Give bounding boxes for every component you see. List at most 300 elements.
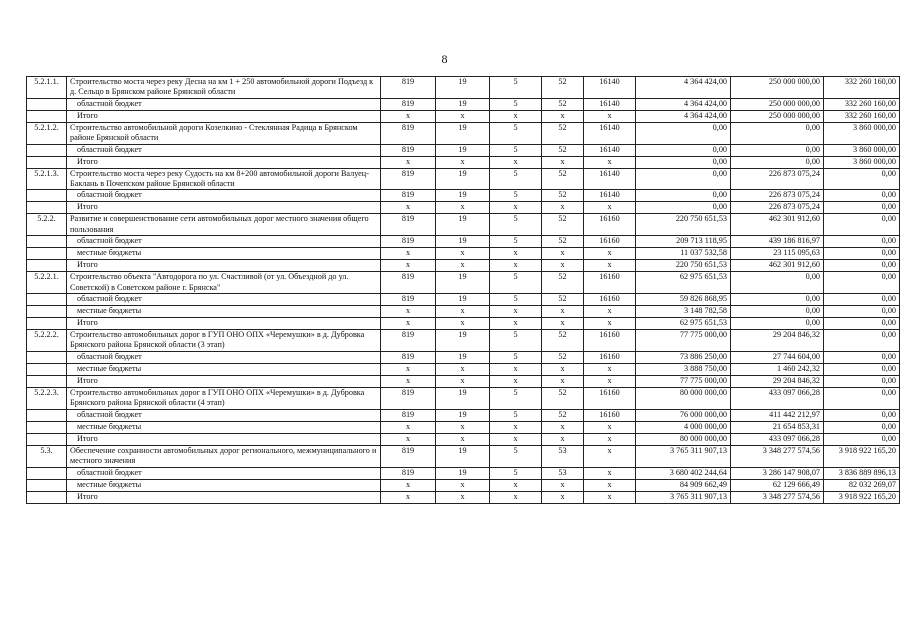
- amount-year-3: 0,00: [824, 248, 900, 260]
- code-admin: 819: [381, 77, 436, 99]
- row-number: [27, 98, 67, 110]
- code-admin: x: [381, 318, 436, 330]
- table-row: [27, 156, 900, 168]
- code-item: x: [584, 467, 636, 479]
- row-number: [27, 306, 67, 318]
- code-subsection: x: [490, 479, 542, 491]
- code-program: x: [542, 433, 584, 445]
- amount-year-1: 209 713 118,95: [636, 236, 731, 248]
- amount-year-2: 29 204 846,32: [731, 330, 824, 352]
- row-description: Итого: [67, 375, 381, 387]
- code-section: x: [436, 248, 490, 260]
- amount-year-2: 3 348 277 574,56: [731, 445, 824, 467]
- table-row: [27, 168, 900, 190]
- row-description: областной бюджет: [67, 190, 381, 202]
- code-subsection: x: [490, 248, 542, 260]
- amount-year-2: 0,00: [731, 144, 824, 156]
- row-description: Итого: [67, 202, 381, 214]
- code-admin: x: [381, 260, 436, 272]
- row-description: областной бюджет: [67, 144, 381, 156]
- code-admin: x: [381, 479, 436, 491]
- code-subsection: 5: [490, 122, 542, 144]
- code-program: x: [542, 202, 584, 214]
- code-item: x: [584, 306, 636, 318]
- code-admin: 819: [381, 214, 436, 236]
- table-row: [27, 330, 900, 352]
- code-program: 52: [542, 190, 584, 202]
- row-number: [27, 318, 67, 330]
- code-item: 16160: [584, 214, 636, 236]
- amount-year-3: 82 032 269,07: [824, 479, 900, 491]
- table-row: [27, 214, 900, 236]
- code-program: x: [542, 110, 584, 122]
- amount-year-1: 0,00: [636, 168, 731, 190]
- amount-year-1: 4 364 424,00: [636, 77, 731, 99]
- row-number: [27, 202, 67, 214]
- amount-year-3: 0,00: [824, 409, 900, 421]
- code-item: x: [584, 260, 636, 272]
- code-program: 52: [542, 98, 584, 110]
- amount-year-2: 250 000 000,00: [731, 98, 824, 110]
- code-item: x: [584, 421, 636, 433]
- amount-year-2: 0,00: [731, 306, 824, 318]
- code-section: 19: [436, 144, 490, 156]
- code-program: 52: [542, 272, 584, 294]
- amount-year-3: 332 260 160,00: [824, 98, 900, 110]
- amount-year-3: 0,00: [824, 236, 900, 248]
- amount-year-2: 250 000 000,00: [731, 110, 824, 122]
- code-admin: x: [381, 491, 436, 503]
- amount-year-2: 23 115 095,63: [731, 248, 824, 260]
- table-row: [27, 363, 900, 375]
- code-section: 19: [436, 190, 490, 202]
- code-program: x: [542, 248, 584, 260]
- row-description: Итого: [67, 110, 381, 122]
- code-item: x: [584, 248, 636, 260]
- amount-year-2: 411 442 212,97: [731, 409, 824, 421]
- code-admin: 819: [381, 144, 436, 156]
- code-section: 19: [436, 272, 490, 294]
- amount-year-3: 0,00: [824, 168, 900, 190]
- row-description: областной бюджет: [67, 294, 381, 306]
- row-number: 5.2.2.1.: [27, 272, 67, 294]
- code-subsection: 5: [490, 98, 542, 110]
- row-number: 5.2.1.3.: [27, 168, 67, 190]
- code-item: x: [584, 363, 636, 375]
- amount-year-3: 0,00: [824, 272, 900, 294]
- row-number: [27, 236, 67, 248]
- code-section: 19: [436, 351, 490, 363]
- row-number: 5.2.2.: [27, 214, 67, 236]
- code-program: x: [542, 421, 584, 433]
- table-row: [27, 77, 900, 99]
- amount-year-2: 0,00: [731, 272, 824, 294]
- code-admin: x: [381, 375, 436, 387]
- code-item: x: [584, 318, 636, 330]
- amount-year-2: 62 129 666,49: [731, 479, 824, 491]
- row-number: [27, 248, 67, 260]
- row-number: [27, 351, 67, 363]
- amount-year-2: 0,00: [731, 122, 824, 144]
- code-subsection: 5: [490, 272, 542, 294]
- row-description: Итого: [67, 318, 381, 330]
- amount-year-1: 220 750 651,53: [636, 260, 731, 272]
- code-subsection: x: [490, 375, 542, 387]
- code-item: 16160: [584, 294, 636, 306]
- amount-year-1: 3 765 311 907,13: [636, 445, 731, 467]
- table-row: [27, 248, 900, 260]
- code-admin: 819: [381, 272, 436, 294]
- code-subsection: 5: [490, 294, 542, 306]
- table-row: [27, 433, 900, 445]
- row-description: Строительство моста через реку Судость на км 8+200 автомобильной дороги Валуец-Баклань в Почепском районе Брянской области: [67, 168, 381, 190]
- code-subsection: 5: [490, 351, 542, 363]
- table-row: [27, 445, 900, 467]
- code-admin: x: [381, 248, 436, 260]
- amount-year-2: 250 000 000,00: [731, 77, 824, 99]
- code-subsection: x: [490, 433, 542, 445]
- code-admin: 819: [381, 98, 436, 110]
- code-item: 16140: [584, 122, 636, 144]
- code-program: 52: [542, 236, 584, 248]
- row-description: Строительство объекта "Автодорога по ул. Счастливой (от ул. Объездной до ул. Советской) в Советском районе г. Брянска": [67, 272, 381, 294]
- row-description: областной бюджет: [67, 98, 381, 110]
- amount-year-3: 3 860 000,00: [824, 122, 900, 144]
- table-row: [27, 421, 900, 433]
- code-program: x: [542, 491, 584, 503]
- code-subsection: 5: [490, 144, 542, 156]
- amount-year-2: 462 301 912,60: [731, 214, 824, 236]
- code-item: x: [584, 202, 636, 214]
- row-number: [27, 409, 67, 421]
- table-row: [27, 351, 900, 363]
- code-subsection: x: [490, 202, 542, 214]
- amount-year-2: 3 348 277 574,56: [731, 491, 824, 503]
- code-item: 16160: [584, 236, 636, 248]
- amount-year-2: 226 873 075,24: [731, 202, 824, 214]
- table-row: [27, 260, 900, 272]
- amount-year-3: 0,00: [824, 318, 900, 330]
- row-number: [27, 479, 67, 491]
- code-subsection: 5: [490, 445, 542, 467]
- amount-year-3: 332 260 160,00: [824, 77, 900, 99]
- table-row: [27, 294, 900, 306]
- amount-year-2: 433 097 066,28: [731, 387, 824, 409]
- table-row: [27, 467, 900, 479]
- amount-year-3: 0,00: [824, 214, 900, 236]
- code-section: 19: [436, 330, 490, 352]
- code-item: 16160: [584, 387, 636, 409]
- row-description: областной бюджет: [67, 409, 381, 421]
- row-description: областной бюджет: [67, 351, 381, 363]
- code-admin: 819: [381, 387, 436, 409]
- row-number: 5.2.2.2.: [27, 330, 67, 352]
- code-admin: 819: [381, 409, 436, 421]
- code-section: 19: [436, 387, 490, 409]
- code-program: 52: [542, 77, 584, 99]
- amount-year-1: 3 148 782,58: [636, 306, 731, 318]
- row-number: [27, 433, 67, 445]
- row-number: [27, 375, 67, 387]
- code-admin: 819: [381, 330, 436, 352]
- code-program: 52: [542, 294, 584, 306]
- amount-year-3: 0,00: [824, 375, 900, 387]
- code-item: 16140: [584, 144, 636, 156]
- code-admin: 819: [381, 122, 436, 144]
- code-section: 19: [436, 122, 490, 144]
- code-item: 16140: [584, 168, 636, 190]
- amount-year-2: 0,00: [731, 294, 824, 306]
- amount-year-1: 4 364 424,00: [636, 98, 731, 110]
- row-description: Строительство моста через реку Десна на км 1 + 250 автомобильной дороги Подъезд к д. Сельцо в Брянском районе Брянской области: [67, 77, 381, 99]
- code-section: 19: [436, 445, 490, 467]
- row-number: [27, 190, 67, 202]
- row-number: [27, 110, 67, 122]
- amount-year-1: 62 975 651,53: [636, 272, 731, 294]
- code-admin: x: [381, 363, 436, 375]
- code-section: x: [436, 156, 490, 168]
- row-number: 5.2.1.1.: [27, 77, 67, 99]
- row-number: 5.2.1.2.: [27, 122, 67, 144]
- amount-year-2: 226 873 075,24: [731, 168, 824, 190]
- row-description: местные бюджеты: [67, 306, 381, 318]
- row-description: областной бюджет: [67, 236, 381, 248]
- amount-year-1: 0,00: [636, 156, 731, 168]
- row-description: Итого: [67, 260, 381, 272]
- code-section: x: [436, 421, 490, 433]
- table-row: [27, 98, 900, 110]
- amount-year-3: 0,00: [824, 294, 900, 306]
- code-subsection: 5: [490, 236, 542, 248]
- table-row: [27, 491, 900, 503]
- code-item: 16160: [584, 330, 636, 352]
- row-number: [27, 491, 67, 503]
- amount-year-3: 3 836 889 896,13: [824, 467, 900, 479]
- budget-table: [26, 76, 900, 504]
- table-row: [27, 375, 900, 387]
- row-description: Итого: [67, 433, 381, 445]
- code-item: 16140: [584, 190, 636, 202]
- code-section: 19: [436, 467, 490, 479]
- amount-year-3: 0,00: [824, 387, 900, 409]
- code-admin: 819: [381, 445, 436, 467]
- row-description: областной бюджет: [67, 467, 381, 479]
- amount-year-2: 1 460 242,32: [731, 363, 824, 375]
- row-number: [27, 467, 67, 479]
- code-program: x: [542, 306, 584, 318]
- code-admin: 819: [381, 351, 436, 363]
- row-description: местные бюджеты: [67, 421, 381, 433]
- amount-year-1: 62 975 651,53: [636, 318, 731, 330]
- row-description: местные бюджеты: [67, 248, 381, 260]
- amount-year-1: 77 775 000,00: [636, 375, 731, 387]
- table-row: [27, 144, 900, 156]
- row-description: местные бюджеты: [67, 479, 381, 491]
- row-description: Итого: [67, 491, 381, 503]
- code-section: 19: [436, 214, 490, 236]
- code-program: x: [542, 479, 584, 491]
- code-item: x: [584, 445, 636, 467]
- code-section: 19: [436, 409, 490, 421]
- amount-year-3: 3 860 000,00: [824, 144, 900, 156]
- code-subsection: 5: [490, 168, 542, 190]
- code-section: 19: [436, 294, 490, 306]
- amount-year-1: 73 886 250,00: [636, 351, 731, 363]
- code-item: 16140: [584, 77, 636, 99]
- amount-year-1: 4 364 424,00: [636, 110, 731, 122]
- code-section: x: [436, 110, 490, 122]
- code-program: 52: [542, 387, 584, 409]
- code-subsection: x: [490, 363, 542, 375]
- table-row: [27, 318, 900, 330]
- code-subsection: 5: [490, 190, 542, 202]
- row-number: 5.2.2.3.: [27, 387, 67, 409]
- amount-year-3: 0,00: [824, 260, 900, 272]
- row-number: [27, 421, 67, 433]
- amount-year-2: 3 286 147 908,07: [731, 467, 824, 479]
- table-row: [27, 387, 900, 409]
- code-section: x: [436, 479, 490, 491]
- code-subsection: x: [490, 421, 542, 433]
- code-program: 52: [542, 351, 584, 363]
- code-section: x: [436, 363, 490, 375]
- code-subsection: 5: [490, 387, 542, 409]
- code-item: 16140: [584, 98, 636, 110]
- code-program: x: [542, 260, 584, 272]
- amount-year-3: 3 918 922 165,20: [824, 491, 900, 503]
- code-program: 52: [542, 168, 584, 190]
- amount-year-2: 29 204 846,32: [731, 375, 824, 387]
- code-subsection: 5: [490, 409, 542, 421]
- amount-year-1: 84 909 662,49: [636, 479, 731, 491]
- code-section: x: [436, 260, 490, 272]
- code-subsection: x: [490, 306, 542, 318]
- table-row: [27, 110, 900, 122]
- table-row: [27, 409, 900, 421]
- row-description: Обеспечение сохранности автомобильных дорог регионального, межмуниципального и местного значения: [67, 445, 381, 467]
- row-number: [27, 294, 67, 306]
- row-number: [27, 363, 67, 375]
- amount-year-3: 0,00: [824, 421, 900, 433]
- code-subsection: 5: [490, 214, 542, 236]
- amount-year-3: 0,00: [824, 363, 900, 375]
- amount-year-3: 0,00: [824, 351, 900, 363]
- amount-year-3: 3 918 922 165,20: [824, 445, 900, 467]
- code-section: 19: [436, 168, 490, 190]
- amount-year-1: 220 750 651,53: [636, 214, 731, 236]
- code-program: x: [542, 363, 584, 375]
- amount-year-1: 0,00: [636, 144, 731, 156]
- code-section: x: [436, 202, 490, 214]
- code-section: 19: [436, 236, 490, 248]
- code-subsection: x: [490, 491, 542, 503]
- amount-year-1: 80 000 000,00: [636, 387, 731, 409]
- code-subsection: x: [490, 318, 542, 330]
- amount-year-3: 332 260 160,00: [824, 110, 900, 122]
- code-admin: 819: [381, 467, 436, 479]
- amount-year-1: 3 765 311 907,13: [636, 491, 731, 503]
- amount-year-2: 21 654 853,31: [731, 421, 824, 433]
- amount-year-1: 4 000 000,00: [636, 421, 731, 433]
- code-subsection: 5: [490, 467, 542, 479]
- code-program: 52: [542, 409, 584, 421]
- code-program: x: [542, 156, 584, 168]
- row-description: Итого: [67, 156, 381, 168]
- code-item: x: [584, 491, 636, 503]
- code-program: 52: [542, 214, 584, 236]
- amount-year-1: 11 037 532,58: [636, 248, 731, 260]
- code-admin: x: [381, 156, 436, 168]
- code-program: x: [542, 375, 584, 387]
- table-row: [27, 236, 900, 248]
- code-section: x: [436, 491, 490, 503]
- table-row: [27, 190, 900, 202]
- amount-year-2: 462 301 912,60: [731, 260, 824, 272]
- amount-year-1: 3 680 402 244,64: [636, 467, 731, 479]
- amount-year-3: 3 860 000,00: [824, 156, 900, 168]
- amount-year-1: 59 826 868,95: [636, 294, 731, 306]
- amount-year-3: 0,00: [824, 306, 900, 318]
- code-item: x: [584, 375, 636, 387]
- table-row: [27, 479, 900, 491]
- amount-year-1: 76 000 000,00: [636, 409, 731, 421]
- amount-year-1: 0,00: [636, 190, 731, 202]
- code-item: 16160: [584, 409, 636, 421]
- amount-year-1: 3 888 750,00: [636, 363, 731, 375]
- amount-year-2: 0,00: [731, 156, 824, 168]
- code-admin: x: [381, 306, 436, 318]
- code-admin: x: [381, 421, 436, 433]
- code-item: 16160: [584, 272, 636, 294]
- code-item: x: [584, 156, 636, 168]
- row-number: [27, 260, 67, 272]
- amount-year-3: 0,00: [824, 433, 900, 445]
- code-section: 19: [436, 98, 490, 110]
- amount-year-2: 433 097 066,28: [731, 433, 824, 445]
- table-row: [27, 202, 900, 214]
- code-program: x: [542, 318, 584, 330]
- code-section: x: [436, 306, 490, 318]
- amount-year-1: 0,00: [636, 202, 731, 214]
- code-admin: 819: [381, 294, 436, 306]
- code-subsection: x: [490, 110, 542, 122]
- amount-year-3: 0,00: [824, 330, 900, 352]
- row-description: местные бюджеты: [67, 363, 381, 375]
- code-item: 16160: [584, 351, 636, 363]
- amount-year-3: 0,00: [824, 190, 900, 202]
- amount-year-2: 27 744 604,00: [731, 351, 824, 363]
- row-number: [27, 144, 67, 156]
- code-section: x: [436, 375, 490, 387]
- code-admin: x: [381, 433, 436, 445]
- amount-year-1: 77 775 000,00: [636, 330, 731, 352]
- page-number: 8: [441, 52, 448, 66]
- amount-year-1: 0,00: [636, 122, 731, 144]
- row-description: Строительство автомобильной дороги Козелкино - Стеклянная Радица в Брянском районе Брянской области: [67, 122, 381, 144]
- code-subsection: 5: [490, 77, 542, 99]
- table-row: [27, 272, 900, 294]
- code-admin: 819: [381, 168, 436, 190]
- code-program: 52: [542, 330, 584, 352]
- row-number: 5.3.: [27, 445, 67, 467]
- table-row: [27, 306, 900, 318]
- code-section: x: [436, 433, 490, 445]
- code-program: 53: [542, 445, 584, 467]
- code-program: 52: [542, 122, 584, 144]
- amount-year-2: 226 873 075,24: [731, 190, 824, 202]
- code-subsection: x: [490, 156, 542, 168]
- code-item: x: [584, 433, 636, 445]
